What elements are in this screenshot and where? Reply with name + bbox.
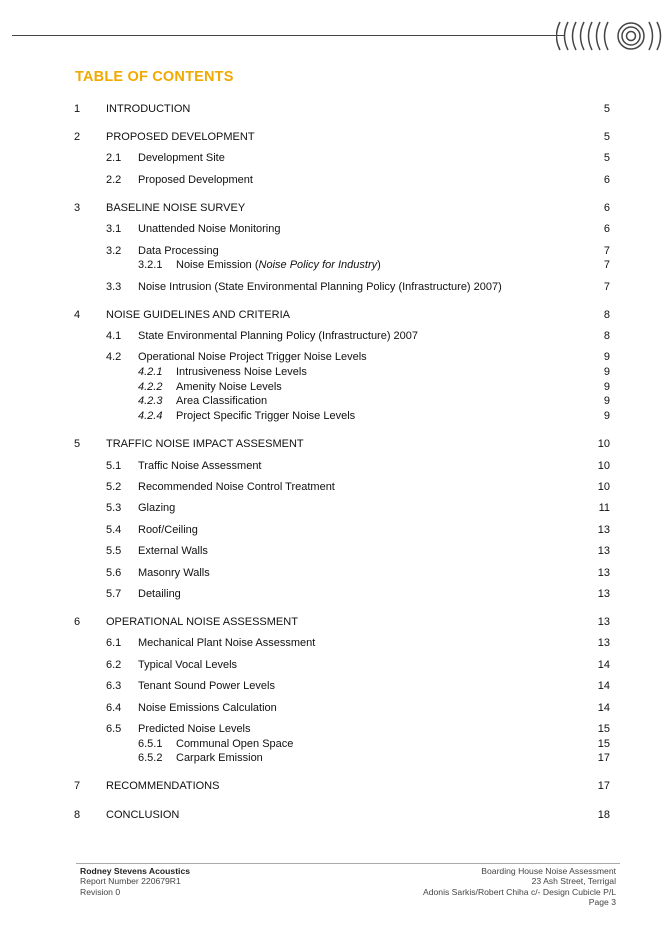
toc-entry[interactable] [0,394,670,408]
toc-entry-page: 9 [603,366,610,378]
toc-entry-page: 10 [597,438,610,450]
footer-client: Adonis Sarkis/Robert Chiha c/- Design Cubicle P/L [423,886,616,897]
toc-entry-title: Intrusiveness Noise Levels [176,366,307,378]
toc-entry-title: CONCLUSION [106,809,180,821]
footer-right [423,866,616,907]
toc-entry-page: 9 [603,395,610,407]
toc-entry-page: 5 [603,152,610,164]
toc-entry-title: State Environmental Planning Policy (Infrastructure) 2007 [138,330,419,342]
toc-entry-title: Unattended Noise Monitoring [138,223,281,235]
footer-revision: Revision 0 [80,886,121,897]
toc-entry[interactable] [0,808,670,822]
toc-entry-title: Project Specific Trigger Noise Levels [176,410,356,422]
toc-entry[interactable] [0,258,670,272]
toc-entry-title: Tenant Sound Power Levels [138,680,275,692]
footer-report-number: Report Number 220679R1 [80,876,181,887]
toc-entry-title-italic: Noise Policy for Industry [258,259,378,271]
toc-entry-title: Operational Noise Project Trigger Noise Levels [138,351,367,363]
toc-entry-page: 9 [603,410,610,422]
toc-entry-page: 7 [603,281,610,293]
toc-entry-page: 9 [603,351,610,363]
toc-entry-number: 4.2.3 [138,395,163,407]
toc-entry-number: 6.1 [106,637,122,649]
toc-entry[interactable] [0,437,670,451]
toc-entry-title: PROPOSED DEVELOPMENT [106,131,255,143]
toc-entry[interactable] [0,587,670,601]
toc-entry-page: 6 [603,223,610,235]
toc-entry[interactable] [0,244,670,258]
toc-entry-title: Development Site [138,152,225,164]
toc-entry-title: Communal Open Space [176,738,294,750]
footer-rule [76,863,620,864]
toc-entry[interactable] [0,523,670,537]
toc-entry-title: Traffic Noise Assessment [138,460,262,472]
toc-entry-number: 4.2.4 [138,410,163,422]
toc-entry-page: 17 [597,752,610,764]
toc-entry-title: Noise Emissions Calculation [138,702,277,714]
toc-entry[interactable] [0,308,670,322]
toc-entry[interactable] [0,173,670,187]
toc-entry-title: Masonry Walls [138,567,210,579]
toc-entry[interactable] [0,329,670,343]
toc-entry-page: 10 [597,460,610,472]
toc-entry[interactable] [0,737,670,751]
toc-entry-number: 1 [74,103,81,115]
toc-entry-page: 15 [597,738,610,750]
toc-entry-number: 4.2 [106,351,122,363]
toc-entry-page: 11 [598,502,610,514]
toc-entry-title: Roof/Ceiling [138,524,198,536]
toc-entry[interactable] [0,130,670,144]
toc-entry-number: 2.1 [106,152,122,164]
toc-entry-number: 4.2.2 [138,381,163,393]
toc-entry-title: Predicted Noise Levels [138,723,251,735]
toc-entry-number: 5 [74,438,81,450]
toc-entry[interactable] [0,201,670,215]
toc-entry-page: 14 [597,659,610,671]
toc-entry-page: 17 [597,780,610,792]
toc-entry-title: Amenity Noise Levels [176,381,282,393]
toc-entry[interactable] [0,350,670,364]
toc-entry-title: Glazing [138,502,176,514]
toc-entry-title: Detailing [138,588,181,600]
toc-entry[interactable] [0,480,670,494]
toc-entry-page: 14 [597,702,610,714]
toc-entry-page: 18 [597,809,610,821]
toc-entry-number: 6 [74,616,81,628]
footer-left [80,866,190,897]
toc-entry-number: 6.3 [106,680,122,692]
toc-entry-page: 7 [603,259,610,271]
toc-entry[interactable] [0,679,670,693]
toc-entry[interactable] [0,615,670,629]
toc-entry-page: 5 [603,103,610,115]
toc-entry-number: 6.2 [106,659,122,671]
toc-entry-title: NOISE GUIDELINES AND CRITERIA [106,309,290,321]
toc-entry-title: External Walls [138,545,208,557]
toc-entry-number: 5.5 [106,545,122,557]
toc-entry[interactable] [0,380,670,394]
toc-entry-page: 13 [597,545,610,557]
toc-entry-number: 4.1 [106,330,122,342]
footer-company: Rodney Stevens Acoustics [80,866,191,876]
toc-entry[interactable] [0,459,670,473]
toc-entry-number: 5.6 [106,567,122,579]
footer-page-number: Page 3 [588,896,616,907]
toc-entry-number: 5.2 [106,481,122,493]
toc-entry[interactable] [0,722,670,736]
toc-entry-title: Recommended Noise Control Treatment [138,481,335,493]
toc-entry-page: 14 [597,680,610,692]
toc-entry-title: INTRODUCTION [106,103,191,115]
toc-entry[interactable] [0,779,670,793]
toc-entry-page: 8 [603,330,610,342]
toc-entry-number: 5.3 [106,502,122,514]
toc-entry-page: 13 [597,567,610,579]
toc-entry-page: 5 [603,131,610,143]
toc-entry-title: Data Processing [138,245,219,257]
toc-entry-number: 7 [74,780,81,792]
toc-entry-number: 2 [74,131,81,143]
toc-entry[interactable] [0,409,670,423]
toc-entry-title: RECOMMENDATIONS [106,780,220,792]
toc-entry-title: BASELINE NOISE SURVEY [106,202,246,214]
footer-address: 23 Ash Street, Terrigal [531,876,616,887]
toc-entry[interactable] [0,102,670,116]
toc-entry[interactable] [0,544,670,558]
toc-entry-number: 6.5.2 [138,752,163,764]
toc-entry-title [176,258,381,272]
toc-entry-number: 5.4 [106,524,122,536]
toc-entry-number: 4.2.1 [138,366,163,378]
toc-entry[interactable] [0,365,670,379]
toc-entry-number: 3 [74,202,81,214]
toc-entry-page: 13 [597,616,610,628]
toc-entry-number: 5.1 [106,460,122,472]
footer-doc-title: Boarding House Noise Assessment [481,866,616,876]
toc-entry[interactable] [0,566,670,580]
toc-entry[interactable] [0,222,670,236]
toc-entry-page: 13 [597,588,610,600]
toc-entry-page: 7 [603,245,610,257]
toc-entry-page: 13 [597,637,610,649]
toc-entry[interactable] [0,701,670,715]
toc-entry-number: 4 [74,309,81,321]
toc-entry[interactable] [0,501,670,515]
toc-entry-title: Typical Vocal Levels [138,659,238,671]
toc-entry-page: 15 [597,723,610,735]
toc-entry-title: Mechanical Plant Noise Assessment [138,637,316,649]
toc-entry-title-part: Noise Emission ( [176,259,259,271]
toc-entry-number: 6.4 [106,702,122,714]
toc-entry[interactable] [0,280,670,294]
toc-entry-number: 3.1 [106,223,122,235]
toc-entry-number: 3.2 [106,245,122,257]
toc-entry-title: Carpark Emission [176,752,263,764]
toc-entry-page: 8 [603,309,610,321]
toc-entry-number: 3.2.1 [138,259,163,271]
toc-entry-page: 13 [597,524,610,536]
page-title: TABLE OF CONTENTS [75,69,234,85]
toc-entry-number: 8 [74,809,81,821]
toc-entry-page: 6 [603,174,610,186]
toc-entry-title: TRAFFIC NOISE IMPACT ASSESMENT [106,438,304,450]
toc-entry[interactable] [0,151,670,165]
toc-entry-page: 9 [603,381,610,393]
toc-entry-number: 2.2 [106,174,122,186]
toc-entry[interactable] [0,751,670,765]
toc-entry-title: OPERATIONAL NOISE ASSESSMENT [106,616,298,628]
toc-entry-title: Noise Intrusion (State Environmental Planning Policy (Infrastructure) 2007) [138,281,502,293]
toc-entry[interactable] [0,636,670,650]
toc-entry-number: 6.5.1 [138,738,163,750]
toc-entry-title: Proposed Development [138,174,253,186]
toc-entry-title: Area Classification [176,395,268,407]
toc-entry-number: 6.5 [106,723,122,735]
toc-entry-page: 10 [597,481,610,493]
toc-entry-number: 3.3 [106,281,122,293]
toc-entry-page: 6 [603,202,610,214]
toc-entry-number: 5.7 [106,588,122,600]
toc-entry-title-part: ) [377,259,381,271]
toc-entry[interactable] [0,658,670,672]
